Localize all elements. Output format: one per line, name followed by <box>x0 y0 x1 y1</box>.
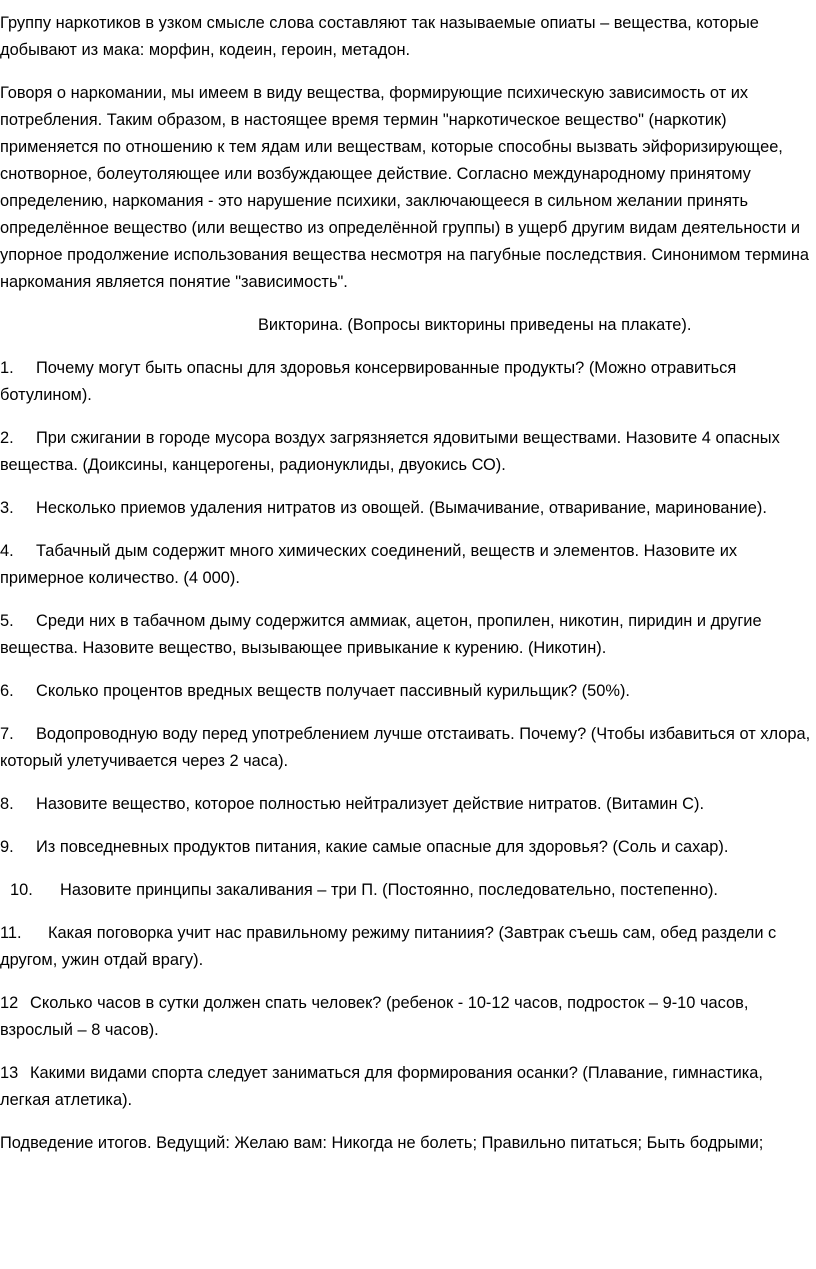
question-item <box>0 791 816 818</box>
question-item <box>0 678 816 705</box>
question-number: 3. <box>0 499 14 517</box>
question-item <box>0 877 816 904</box>
quiz-heading: Викторина. (Вопросы викторины приведены на плакате). <box>258 316 692 334</box>
question-text: Какими видами спорта следует заниматься для формирования осанки? (Плавание, гимнастика, легкая атлетика). <box>0 1064 763 1109</box>
question-number: 11. <box>0 924 22 942</box>
question-text: Несколько приемов удаления нитратов из овощей. (Вымачивание, отваривание, маринование). <box>36 499 767 517</box>
question-text: Почему могут быть опасны для здоровья консервированные продукты? (Можно отравиться ботулином). <box>0 359 737 404</box>
intro-paragraph: Группу наркотиков в узком смысле слова составляют так называемые опиаты – вещества, которые добывают из мака: морфин, кодеин, героин, метадон. <box>0 14 759 59</box>
question-text: Среди них в табачном дыму содержится аммиак, ацетон, пропилен, никотин, пиридин и другие вещества. Назовите вещество, вызывающее привыкание к курению. (Никотин). <box>0 612 762 657</box>
question-number: 4. <box>0 542 14 560</box>
question-number: 8. <box>0 795 14 813</box>
closing-paragraph: Подведение итогов. Ведущий: Желаю вам: Никогда не болеть; Правильно питаться; Быть бодрыми; <box>0 1134 764 1152</box>
question-item <box>0 920 816 974</box>
question-number: 2. <box>0 429 14 447</box>
question-item <box>0 425 816 479</box>
question-number: 7. <box>0 725 14 743</box>
question-text: Сколько часов в сутки должен спать человек? (ребенок - 10-12 часов, подросток – 9-10 часов, взрослый – 8 часов). <box>0 994 749 1039</box>
question-number: 1. <box>0 359 14 377</box>
question-number: 13 <box>0 1064 19 1082</box>
question-item <box>0 834 816 861</box>
question-text: Табачный дым содержит много химических соединений, веществ и элементов. Назовите их примерное количество. (4 000). <box>0 542 738 587</box>
question-number: 9. <box>0 838 14 856</box>
question-item <box>0 990 816 1044</box>
question-item <box>0 495 816 522</box>
question-number: 10. <box>10 881 33 899</box>
question-text: Какая поговорка учит нас правильному режиму питаниия? (Завтрак съешь сам, обед раздели с другом, ужин отдай врагу). <box>0 924 777 969</box>
question-text: При сжигании в городе мусора воздух загрязняется ядовитыми веществами. Назовите 4 опасных вещества. (Доиксины, канцерогены, радионуклиды, двуокись СО). <box>0 429 780 474</box>
question-text: Назовите принципы закаливания – три П. (Постоянно, последовательно, постепенно). <box>60 881 718 899</box>
question-item <box>0 608 816 662</box>
question-text: Сколько процентов вредных веществ получает пассивный курильщик? (50%). <box>36 682 630 700</box>
question-item <box>0 355 816 409</box>
question-number: 6. <box>0 682 14 700</box>
question-number: 12 <box>0 994 19 1012</box>
question-item <box>0 538 816 592</box>
question-text: Назовите вещество, которое полностью нейтрализует действие нитратов. (Витамин С). <box>36 795 705 813</box>
question-item <box>0 1060 816 1114</box>
addiction-paragraph: Говоря о наркомании, мы имеем в виду вещества, формирующие психическую зависимость от их потребления. Таким образом, в настоящее время термин "наркотическое вещество" (наркотик) применяется по отношению к тем ядам или веществам, которые способны вызвать эйфоризирующее, снотворное, болеутоляющее или возбуждающее действие. Согласно международному принятому определению, наркомания - это нарушение психики, заключающееся в сильном желании принять определённое вещество (или вещество из определённой группы) в ущерб другим видам деятельности и упорное продолжение использования вещества несмотря на пагубные последствия. Синонимом термина наркомания является понятие "зависимость". <box>0 84 810 291</box>
question-text: Водопроводную воду перед употреблением лучше отстаивать. Почему? (Чтобы избавиться от хлора, который улетучивается через 2 часа). <box>0 725 811 770</box>
question-text: Из повседневных продуктов питания, какие самые опасные для здоровья? (Соль и сахар). <box>36 838 729 856</box>
question-number: 5. <box>0 612 14 630</box>
question-item <box>0 721 816 775</box>
